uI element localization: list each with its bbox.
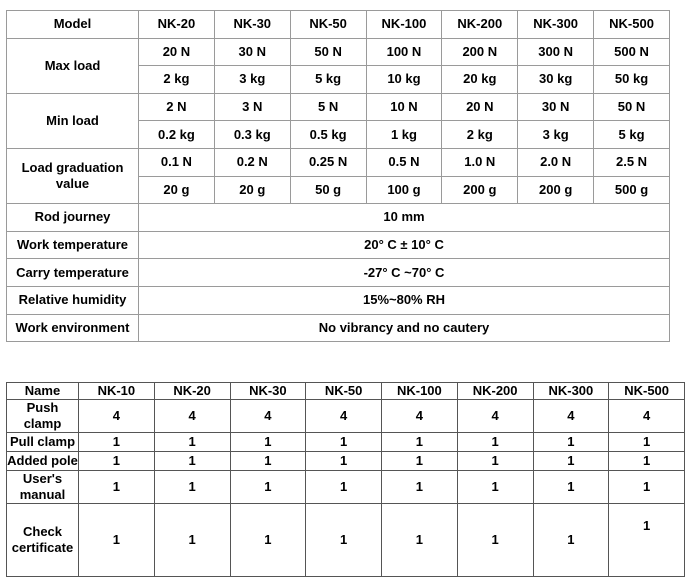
table-cell: 5 N — [290, 93, 366, 121]
table-cell: 1 — [79, 504, 155, 577]
graduation-newton-row — [7, 148, 670, 176]
header-name: Name — [7, 383, 79, 400]
work-temperature-row — [7, 231, 670, 259]
table-cell: 20 N — [442, 93, 518, 121]
header-cell: NK-200 — [442, 11, 518, 39]
table-cell: 1 — [306, 452, 382, 471]
row-label: User's manual — [7, 471, 79, 504]
table-cell: 4 — [79, 400, 155, 433]
header-cell: NK-300 — [533, 383, 609, 400]
header-cell: NK-20 — [139, 11, 215, 39]
table-row — [7, 471, 685, 504]
table-cell: 1 — [79, 452, 155, 471]
table-cell: 0.2 kg — [139, 121, 215, 149]
table-cell: 2.0 N — [518, 148, 594, 176]
table-cell: 100 g — [366, 176, 442, 204]
header-cell: NK-300 — [518, 11, 594, 39]
row-label: Check certificate — [7, 504, 79, 577]
accessory-table — [6, 382, 685, 577]
table-cell: 4 — [382, 400, 458, 433]
min-load-newton-row — [7, 93, 670, 121]
header-cell: NK-100 — [366, 11, 442, 39]
work-environment-row — [7, 314, 670, 342]
header-cell: NK-500 — [609, 383, 685, 400]
rod-journey-label: Rod journey — [7, 204, 139, 232]
table-cell: 500 N — [594, 38, 670, 66]
table-cell: 1 — [154, 452, 230, 471]
table-cell: 100 N — [366, 38, 442, 66]
table-cell: 1 — [154, 433, 230, 452]
table-cell: 50 N — [290, 38, 366, 66]
table-cell: 1 — [609, 452, 685, 471]
table-cell: 1 — [79, 471, 155, 504]
specification-table — [6, 10, 670, 342]
table-cell: 4 — [457, 400, 533, 433]
table-cell: 50 N — [594, 93, 670, 121]
table-cell: 0.2 N — [214, 148, 290, 176]
table-cell: 1 — [154, 471, 230, 504]
header-cell: NK-200 — [457, 383, 533, 400]
table-cell: 3 kg — [214, 66, 290, 94]
table-cell: 1 — [533, 452, 609, 471]
table-cell: 3 kg — [518, 121, 594, 149]
table-cell: 1 — [609, 504, 685, 577]
table-cell: 1 — [533, 433, 609, 452]
table-cell: 20 kg — [442, 66, 518, 94]
table-cell: 5 kg — [594, 121, 670, 149]
table-cell: 20 g — [214, 176, 290, 204]
table-cell: 1 — [154, 504, 230, 577]
header-cell: NK-50 — [306, 383, 382, 400]
relative-humidity-label: Relative humidity — [7, 286, 139, 314]
table-cell: 20 N — [139, 38, 215, 66]
table-cell: 1 — [230, 504, 306, 577]
header-cell: NK-100 — [382, 383, 458, 400]
table-cell: 200 g — [518, 176, 594, 204]
table-cell: 20 g — [139, 176, 215, 204]
table-cell: 10 kg — [366, 66, 442, 94]
table-row — [7, 400, 685, 433]
table-cell: 4 — [533, 400, 609, 433]
table-cell: 5 kg — [290, 66, 366, 94]
table-cell: 1 — [382, 452, 458, 471]
spec-header-row — [7, 11, 670, 39]
table-cell: 4 — [609, 400, 685, 433]
table-cell: 50 kg — [594, 66, 670, 94]
table-cell: 0.3 kg — [214, 121, 290, 149]
header-model: Model — [7, 11, 139, 39]
table-cell: 1 — [609, 471, 685, 504]
table-cell: 2.5 N — [594, 148, 670, 176]
table-cell: 1 — [230, 433, 306, 452]
table-cell: 2 N — [139, 93, 215, 121]
table-cell: 2 kg — [442, 121, 518, 149]
table-row — [7, 433, 685, 452]
table-cell: 1 — [457, 471, 533, 504]
table-cell: 500 g — [594, 176, 670, 204]
table-cell: 0.25 N — [290, 148, 366, 176]
table-cell: 0.5 kg — [290, 121, 366, 149]
table-cell: 1 — [533, 471, 609, 504]
table-cell: 1.0 N — [442, 148, 518, 176]
table-cell: 1 — [306, 433, 382, 452]
accessory-header-row — [7, 383, 685, 400]
header-cell: NK-30 — [230, 383, 306, 400]
work-temperature-value: 20° C ± 10° C — [139, 231, 670, 259]
table-cell: 1 — [457, 433, 533, 452]
table-cell: 0.1 N — [139, 148, 215, 176]
table-cell: 10 N — [366, 93, 442, 121]
header-cell: NK-50 — [290, 11, 366, 39]
table-cell: 4 — [306, 400, 382, 433]
work-environment-label: Work environment — [7, 314, 139, 342]
table-cell: 1 — [306, 471, 382, 504]
table-row — [7, 504, 685, 577]
header-cell: NK-20 — [154, 383, 230, 400]
table-cell: 1 — [230, 452, 306, 471]
carry-temperature-value: -27° C ~70° C — [139, 259, 670, 287]
table-cell: 2 kg — [139, 66, 215, 94]
table-row — [7, 452, 685, 471]
table-cell: 1 — [457, 452, 533, 471]
table-cell: 1 — [306, 504, 382, 577]
table-cell: 30 N — [214, 38, 290, 66]
row-label: Pull clamp — [7, 433, 79, 452]
graduation-label: Load graduation value — [7, 148, 139, 203]
table-cell: 4 — [154, 400, 230, 433]
table-cell: 1 — [382, 504, 458, 577]
rod-journey-value: 10 mm — [139, 204, 670, 232]
table-cell: 200 g — [442, 176, 518, 204]
table-cell: 4 — [230, 400, 306, 433]
table-cell: 30 kg — [518, 66, 594, 94]
table-cell: 1 — [382, 471, 458, 504]
table-cell: 1 — [609, 433, 685, 452]
table-cell: 200 N — [442, 38, 518, 66]
table-cell: 1 — [457, 504, 533, 577]
row-label: Added pole — [7, 452, 79, 471]
carry-temperature-row — [7, 259, 670, 287]
rod-journey-row — [7, 204, 670, 232]
table-cell: 1 kg — [366, 121, 442, 149]
carry-temperature-label: Carry temperature — [7, 259, 139, 287]
work-temperature-label: Work temperature — [7, 231, 139, 259]
table-cell: 1 — [230, 471, 306, 504]
max-load-newton-row — [7, 38, 670, 66]
relative-humidity-value: 15%~80% RH — [139, 286, 670, 314]
work-environment-value: No vibrancy and no cautery — [139, 314, 670, 342]
table-cell: 30 N — [518, 93, 594, 121]
table-cell: 300 N — [518, 38, 594, 66]
table-cell: 0.5 N — [366, 148, 442, 176]
table-cell: 1 — [382, 433, 458, 452]
header-cell: NK-500 — [594, 11, 670, 39]
table-cell: 3 N — [214, 93, 290, 121]
header-cell: NK-10 — [79, 383, 155, 400]
table-cell: 1 — [79, 433, 155, 452]
max-load-label: Max load — [7, 38, 139, 93]
header-cell: NK-30 — [214, 11, 290, 39]
row-label: Push clamp — [7, 400, 79, 433]
table-cell: 50 g — [290, 176, 366, 204]
relative-humidity-row — [7, 286, 670, 314]
min-load-label: Min load — [7, 93, 139, 148]
table-cell: 1 — [533, 504, 609, 577]
